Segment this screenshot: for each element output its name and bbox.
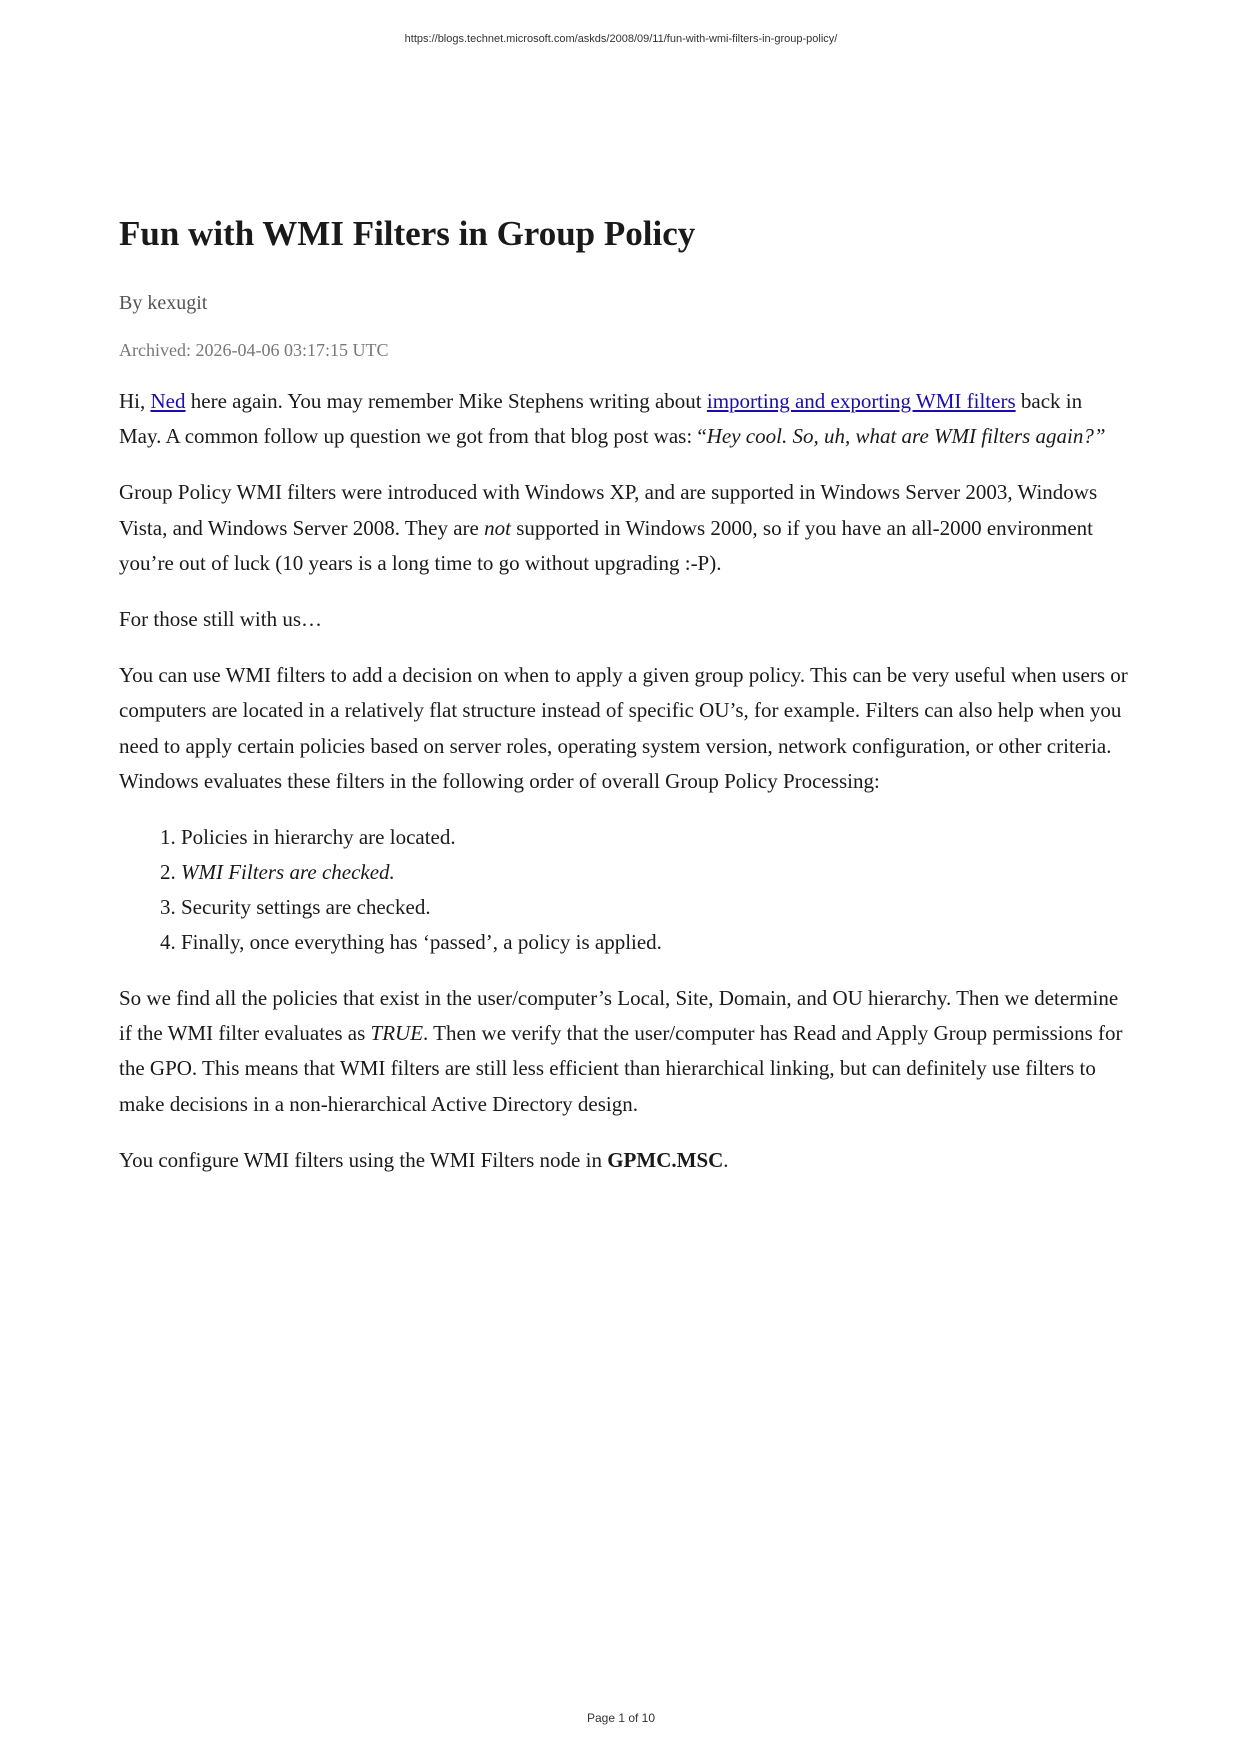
text: Group Policy WMI filters were introduced with Windows XP, and are supported in Windows Server 2003, Windows Vista, and Windows Server 2008. They are bbox=[119, 480, 1098, 540]
text: . Then we verify that the user/computer has Read and Apply Group permissions for the GPO. This means that WMI filters are still less efficient than hierarchical linking, but can definitely use filters to make decisions in a non-hierarchical Active Directory design. bbox=[119, 1021, 1123, 1116]
text: . bbox=[723, 1147, 729, 1172]
emphasis-not: not bbox=[484, 515, 511, 540]
list-item: 4. Finally, once everything has ‘passed’, a policy is applied. bbox=[181, 925, 1129, 960]
page-number: Page 1 of 10 bbox=[586, 1711, 656, 1725]
text: supported in Windows 2000, so if you have an all-2000 environment you’re out of luck (10 years is a long time to go without upgrading :-P). bbox=[119, 515, 1093, 575]
quote-close: ” bbox=[1093, 424, 1106, 449]
emphasis-true: TRUE bbox=[370, 1021, 424, 1046]
text: Hi, bbox=[119, 389, 151, 413]
byline: By kexugit bbox=[119, 292, 208, 314]
text: here again. You may remember Mike Stephens writing about bbox=[185, 389, 707, 413]
list-item: 1. Policies in hierarchy are located. bbox=[181, 820, 1129, 855]
page-url: https://blogs.technet.microsoft.com/askds/2008/09/11/fun-with-wmi-filters-in-group-policy/ bbox=[404, 33, 838, 45]
text: You configure WMI filters using the WMI Filters node in bbox=[119, 1147, 608, 1172]
article-title: Fun with WMI Filters in Group Policy bbox=[119, 214, 696, 253]
list-item bbox=[181, 855, 1129, 890]
link-importing-exporting-wmi-filters[interactable]: importing and exporting WMI filters bbox=[706, 389, 1016, 413]
paragraph-usage: You can use WMI filters to add a decision on when to apply a given group policy. This can be very useful when users or computers are located in a relatively flat structure instead of specific OU’s, for example. Filters can also help when you need to apply certain policies based on server roles, operating system version, network configuration, or other criteria. Windows evaluates these filters in the following order of overall Group Policy Processing: bbox=[119, 663, 1128, 793]
paragraph-still-with-us: For those still with us… bbox=[119, 607, 323, 632]
article bbox=[119, 208, 1129, 1199]
paragraph-support bbox=[119, 475, 1129, 581]
text: So we find all the policies that exist in the user/computer’s Local, Site, Domain, and OU hierarchy. Then we determine if the WMI filter evaluates as bbox=[119, 986, 1119, 1046]
text: back in May. A common follow up question we got from that blog post was: “ bbox=[119, 389, 1083, 449]
paragraph-evaluation bbox=[119, 981, 1129, 1122]
list-item-text: WMI Filters are checked. bbox=[181, 860, 395, 885]
archived-timestamp: Archived: 2026-04-06 03:17:15 UTC bbox=[119, 340, 389, 360]
link-ned[interactable]: Ned bbox=[150, 389, 186, 413]
paragraph-configure bbox=[119, 1143, 1129, 1178]
paragraph-intro bbox=[119, 384, 1129, 454]
processing-order-list bbox=[119, 820, 1129, 960]
list-item: 3. Security settings are checked. bbox=[181, 890, 1129, 925]
quote-text: Hey cool. So, uh, what are WMI filters again? bbox=[706, 424, 1094, 449]
strong-gpmc: GPMC.MSC bbox=[607, 1147, 724, 1172]
